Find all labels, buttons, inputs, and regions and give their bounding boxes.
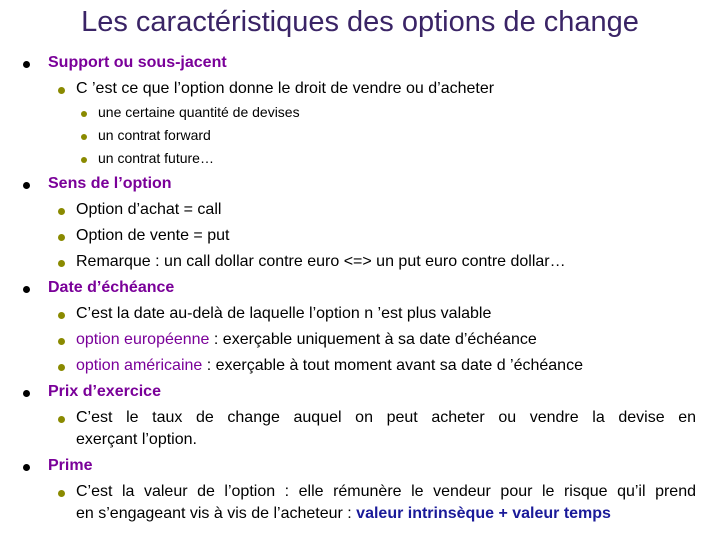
echeance-item-2 <box>76 331 537 349</box>
support-sub-3: un contrat future… <box>98 150 214 166</box>
prime-line-1: C’est la valeur de l’option : elle rémunère le vendeur pour le risque qu’il prend <box>76 483 696 500</box>
page-title: Les caractéristiques des options de change <box>81 6 639 38</box>
bullet-icon <box>58 260 65 267</box>
bullet-icon <box>81 111 87 117</box>
support-sub-2: un contrat forward <box>98 127 211 143</box>
prix-line-1: C’est le taux de change auquel on peut acheter ou vendre la devise en <box>76 409 696 426</box>
bullet-icon <box>58 208 65 215</box>
bullet-icon <box>58 416 65 423</box>
bullet-icon <box>23 464 30 471</box>
bullet-icon <box>58 234 65 241</box>
sens-item-3: Remarque : un call dollar contre euro <=> un put euro contre dollar… <box>76 253 566 270</box>
bullet-icon <box>58 364 65 371</box>
option-europeenne-term: option européenne <box>76 331 210 348</box>
echeance-item-3 <box>76 357 583 375</box>
sens-item-2: Option de vente = put <box>76 227 230 244</box>
bullet-icon <box>23 390 30 397</box>
echeance-item-1: C’est la date au-delà de laquelle l’option n ’est plus valable <box>76 305 492 322</box>
bullet-icon <box>81 134 87 140</box>
bullet-icon <box>58 87 65 94</box>
bullet-icon <box>58 312 65 319</box>
prime-line-2-text: en s’engageant vis à vis de l’acheteur : <box>76 505 357 522</box>
prime-components: valeur intrinsèque + valeur temps <box>356 505 611 522</box>
option-americaine-desc: : exerçable à tout moment avant sa date d ’échéance <box>202 357 583 374</box>
support-definition: C ’est ce que l’option donne le droit de vendre ou d’acheter <box>76 80 495 97</box>
section-echeance-heading: Date d’échéance <box>48 279 175 296</box>
bullet-icon <box>23 286 30 293</box>
bullet-icon <box>58 338 65 345</box>
prix-line-2: exerçant l’option. <box>76 431 197 448</box>
bullet-icon <box>81 157 87 163</box>
section-prix-heading: Prix d’exercice <box>48 383 161 400</box>
sens-item-1: Option d’achat = call <box>76 201 222 218</box>
bullet-icon <box>23 61 30 68</box>
support-sub-1: une certaine quantité de devises <box>98 104 300 120</box>
bullet-icon <box>58 490 65 497</box>
bullet-icon <box>23 182 30 189</box>
prime-line-2 <box>76 505 611 523</box>
section-prime-heading: Prime <box>48 457 93 474</box>
section-sens-heading: Sens de l’option <box>48 175 172 192</box>
section-support-heading: Support ou sous-jacent <box>48 54 227 71</box>
option-europeenne-desc: : exerçable uniquement à sa date d’échéance <box>209 331 537 348</box>
option-americaine-term: option américaine <box>76 357 203 374</box>
